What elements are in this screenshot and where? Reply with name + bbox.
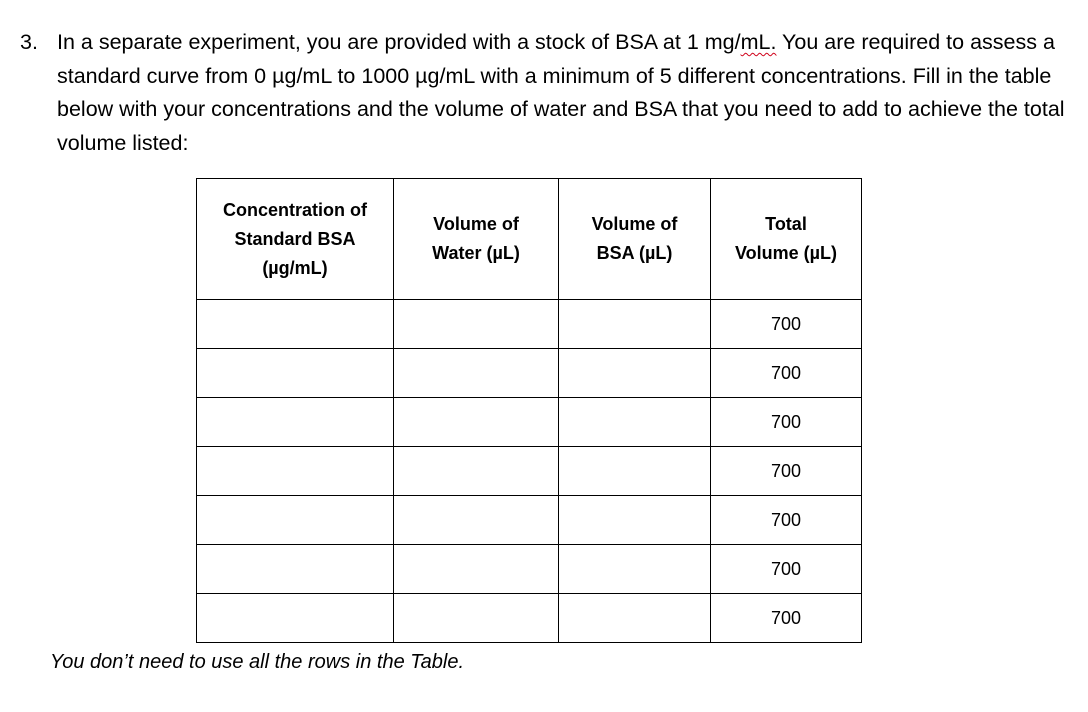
cell-total-volume: 700 [711, 594, 862, 643]
header-concentration-line1: Concentration of [223, 199, 367, 220]
cell-total-volume: 700 [711, 496, 862, 545]
cell-bsa-volume[interactable] [559, 349, 711, 398]
table-row [197, 545, 862, 594]
question-number: 3. [20, 30, 38, 54]
cell-concentration[interactable] [197, 349, 394, 398]
cell-bsa-volume[interactable] [559, 300, 711, 349]
header-water-line1: Volume of [433, 214, 519, 234]
header-concentration [197, 179, 394, 300]
cell-water-volume[interactable] [394, 545, 559, 594]
cell-bsa-volume[interactable] [559, 496, 711, 545]
footnote: You don’t need to use all the rows in the Table. [50, 651, 464, 673]
question-text [57, 26, 1070, 160]
table-row [197, 447, 862, 496]
cell-total-volume: 700 [711, 398, 862, 447]
header-total-volume [711, 179, 862, 300]
cell-total-volume: 700 [711, 349, 862, 398]
cell-bsa-volume[interactable] [559, 594, 711, 643]
cell-water-volume[interactable] [394, 447, 559, 496]
question-text-after: You are required to assess a standard curve from 0 µg/mL to 1000 µg/mL with a minimum of 5 different concentrations. Fill in the table below with your concentrations and the volume of water and BSA that you need to add to achieve the total volume listed: [57, 30, 1065, 155]
cell-bsa-volume[interactable] [559, 545, 711, 594]
header-concentration-line2: Standard BSA [234, 228, 356, 249]
header-concentration-line3: (µg/mL) [262, 257, 328, 278]
question-block [20, 26, 1070, 160]
cell-concentration[interactable] [197, 447, 394, 496]
cell-total-volume: 700 [711, 447, 862, 496]
header-total-line2: Volume (µL) [734, 243, 838, 263]
header-water-volume [394, 179, 559, 300]
table-row [197, 349, 862, 398]
cell-bsa-volume[interactable] [559, 447, 711, 496]
table-row [197, 594, 862, 643]
cell-concentration[interactable] [197, 594, 394, 643]
header-water-line2: Water (µL) [432, 243, 520, 263]
cell-concentration[interactable] [197, 496, 394, 545]
cell-water-volume[interactable] [394, 496, 559, 545]
table-row [197, 300, 862, 349]
cell-water-volume[interactable] [394, 300, 559, 349]
header-bsa-line1: Volume of [591, 214, 678, 234]
cell-concentration[interactable] [197, 300, 394, 349]
header-bsa-volume [559, 179, 711, 300]
cell-concentration[interactable] [197, 545, 394, 594]
cell-concentration[interactable] [197, 398, 394, 447]
spellcheck-flagged-word: mL. [740, 30, 777, 54]
table-row [197, 496, 862, 545]
cell-total-volume: 700 [711, 300, 862, 349]
cell-total-volume: 700 [711, 545, 862, 594]
cell-water-volume[interactable] [394, 349, 559, 398]
cell-water-volume[interactable] [394, 594, 559, 643]
bsa-dilution-table [196, 178, 862, 643]
table-row [197, 398, 862, 447]
cell-bsa-volume[interactable] [559, 398, 711, 447]
header-total-line1: Total [765, 214, 807, 234]
question-text-before: In a separate experiment, you are provided with a stock of BSA at 1 mg/ [57, 30, 741, 54]
table-header-row [197, 179, 862, 300]
header-bsa-line2: BSA (µL) [596, 243, 673, 263]
cell-water-volume[interactable] [394, 398, 559, 447]
